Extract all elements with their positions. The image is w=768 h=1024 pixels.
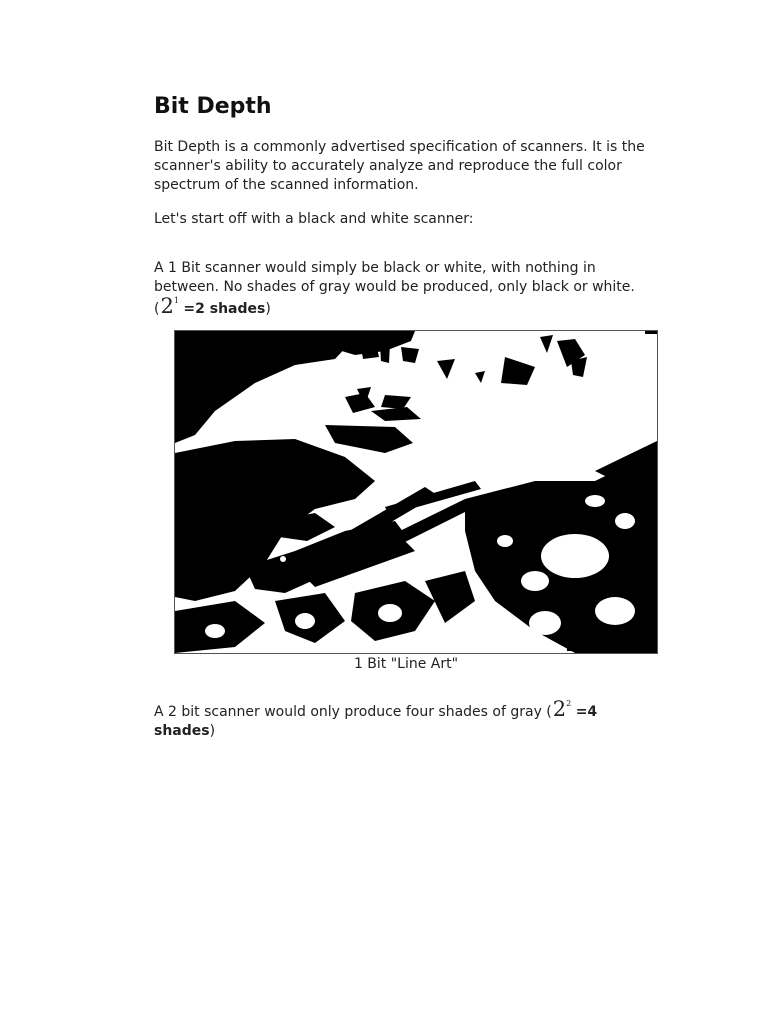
one-bit-text: A 1 Bit scanner would simply be black or white, with nothing in between. No shades of gray would be produced, only black or white. ( bbox=[154, 260, 635, 317]
two-bit-equation: =4 shades bbox=[154, 704, 598, 739]
one-bit-paragraph bbox=[154, 259, 654, 319]
two-bit-paragraph bbox=[154, 697, 654, 741]
one-bit-close: ) bbox=[265, 301, 271, 317]
document-page bbox=[154, 92, 674, 741]
figure-caption: 1 Bit "Line Art" bbox=[353, 656, 459, 672]
start-paragraph: Let's start off with a black and white scanner: bbox=[154, 211, 474, 227]
line-art-image bbox=[174, 330, 658, 654]
line-art-figure bbox=[174, 330, 658, 674]
two-bit-base: 2 bbox=[552, 697, 567, 721]
one-bit-power bbox=[160, 294, 178, 318]
two-bit-power bbox=[553, 697, 571, 721]
two-bit-text: A 2 bit scanner would only produce four shades of gray ( bbox=[154, 704, 552, 720]
one-bit-exponent: 1 bbox=[173, 296, 179, 305]
one-bit-base: 2 bbox=[160, 294, 174, 318]
page-title: Bit Depth bbox=[154, 94, 272, 119]
two-bit-close: ) bbox=[209, 723, 216, 739]
intro-paragraph: Bit Depth is a commonly advertised specification of scanners. It is the scanner's ability to accurately analyze and reproduce the full color spectrum of the scanned information. bbox=[154, 139, 645, 193]
one-bit-equation: =2 shades bbox=[183, 301, 266, 317]
two-bit-exponent: 2 bbox=[566, 699, 572, 708]
